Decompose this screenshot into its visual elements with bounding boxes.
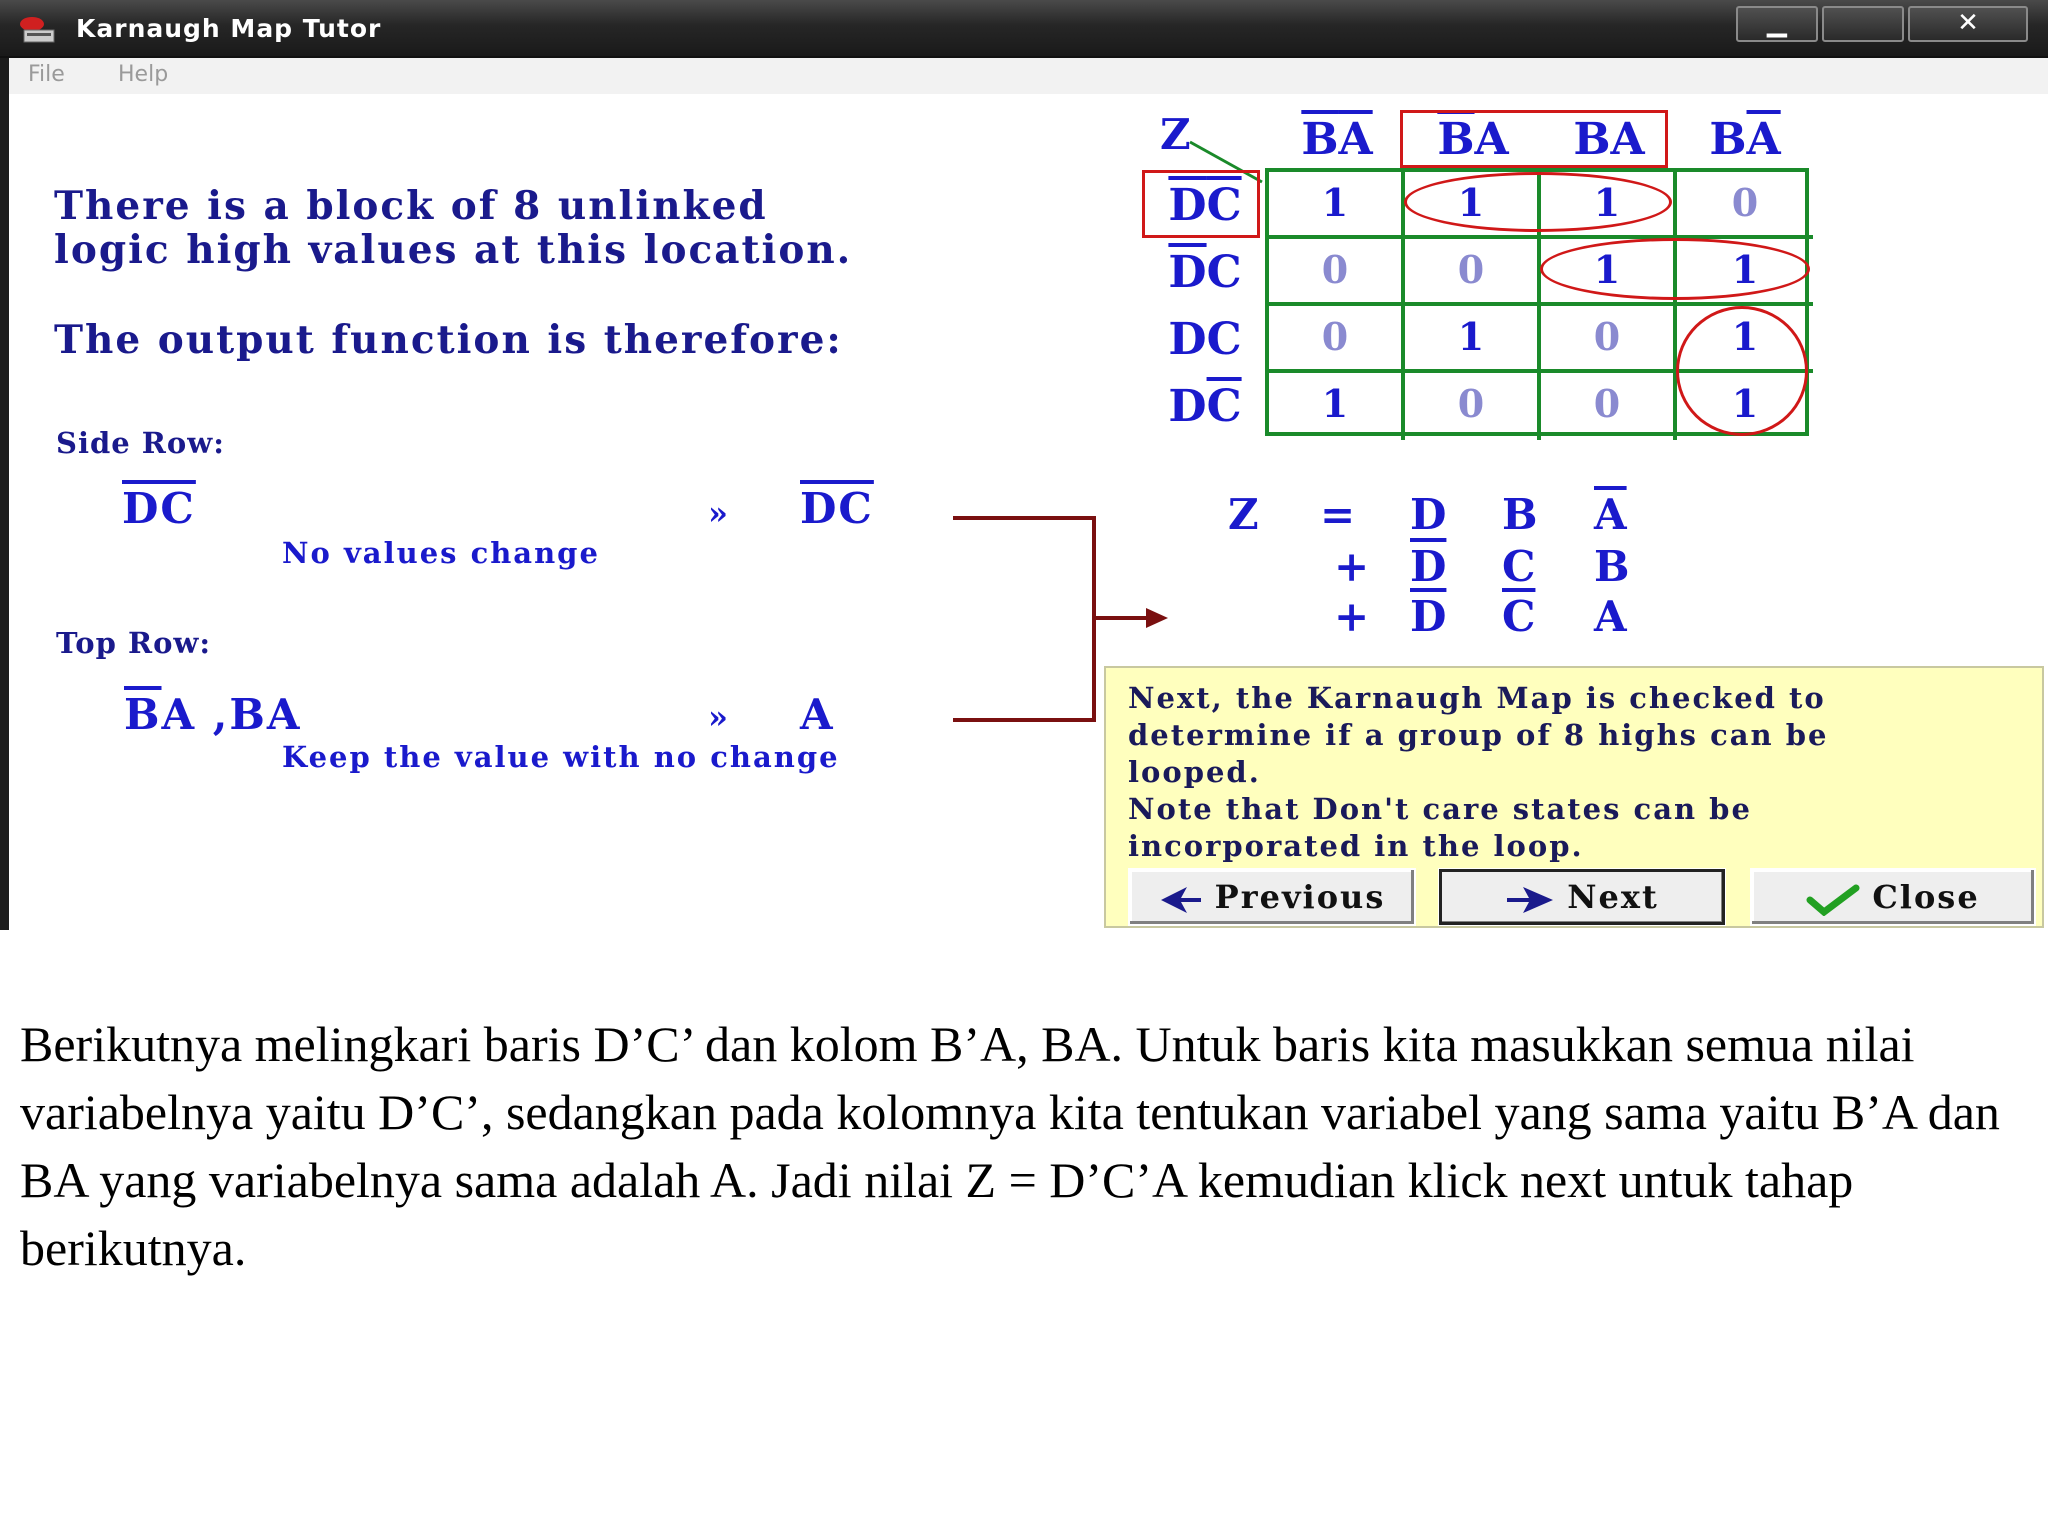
top-row-note: Keep the value with no change: [282, 740, 840, 774]
eq-term1-v1: D: [1410, 490, 1447, 539]
block-message: There is a block of 8 unlinked logic high values at this location.: [54, 183, 853, 273]
app-icon: [18, 14, 58, 46]
kmap-cell: 1: [1405, 306, 1541, 373]
kmap-cell: 1: [1541, 239, 1677, 306]
kmap-output-label: Z: [1160, 110, 1191, 159]
kmap-cell: 0: [1541, 373, 1677, 440]
row-highlight-box: [1142, 170, 1260, 238]
eq-term3-v1: $\overline{D}$: [1410, 592, 1447, 641]
close-label: Close: [1872, 878, 1980, 916]
kmap-cell: 0: [1541, 306, 1677, 373]
col1-b: $\overline{B}$: [1301, 114, 1339, 165]
top-row-arrow: »: [708, 698, 728, 736]
top-row-term-1-b: $\overline{B}$: [124, 690, 162, 739]
window-title: Karnaugh Map Tutor: [76, 14, 382, 43]
caption-text: Berikutnya melingkari baris D’C’ dan kolom B’A, BA. Untuk baris kita masukkan semua nilai variabelnya yaitu D’C’, sedangkan pada kolomnya kita tentukan variabel yang sama yaitu B’A dan BA yang variabelnya sama adalah A. Jadi nilai Z = D’C’A kemudian klick next untuk tahap berikutnya.: [20, 1016, 2000, 1276]
side-row-note: No values change: [282, 536, 600, 570]
close-icon: ✕: [1957, 8, 1979, 38]
eq-term2-v2: C: [1502, 542, 1536, 591]
eq-equals: =: [1320, 490, 1356, 539]
kmap-row-header-4: $D\overline{C}$: [1168, 381, 1242, 432]
previous-button[interactable]: [1128, 868, 1416, 926]
top-row-term-2: BA: [229, 690, 302, 739]
kmap-cell: 1: [1269, 172, 1405, 239]
col4-a: $\overline{A}$: [1746, 114, 1781, 165]
eq-term1-v3: $\overline{A}$: [1594, 490, 1627, 539]
side-row-from: $\overline{DC}$: [122, 484, 196, 533]
kmap-row-header-3: DC: [1168, 314, 1242, 365]
kmap-cell: 1: [1731, 381, 1759, 426]
checkmark-icon: [1806, 884, 1860, 916]
side-row-arrow: »: [708, 494, 728, 532]
kmap-cell: 0: [1677, 172, 1813, 239]
loop-col4: [1676, 306, 1808, 436]
kmap-cell: 1: [1269, 373, 1405, 440]
close-window-button[interactable]: [1908, 6, 2028, 42]
kmap-cell: 0: [1405, 239, 1541, 306]
top-row-result: A: [800, 690, 835, 739]
eq-term3-v2: $\overline{C}$: [1502, 592, 1536, 641]
eq-term3-v3: A: [1594, 592, 1627, 641]
minimize-icon: ▁: [1767, 8, 1787, 38]
hint-panel: [1104, 666, 2044, 928]
arrow-right-icon: [1505, 885, 1555, 915]
loop-row1: [1404, 172, 1672, 232]
row1-c: $\overline{C}$: [1206, 180, 1242, 231]
loop-row2: [1540, 238, 1810, 300]
kmap-cell: 0: [1269, 306, 1405, 373]
window-frame-left: [0, 58, 9, 930]
close-button[interactable]: [1750, 868, 2036, 926]
hint-text: Next, the Karnaugh Map is checked to determine if a group of 8 highs can be looped. Note that Don't care states can be incorporated in the loop.: [1128, 681, 1829, 863]
kmap-cell: 1: [1541, 172, 1677, 239]
menu-file[interactable]: File: [28, 62, 65, 87]
eq-plus-2: +: [1334, 592, 1370, 641]
kmap-cell: 0: [1269, 239, 1405, 306]
kmap-cell: 1: [1677, 239, 1813, 306]
maximize-button[interactable]: [1822, 6, 1904, 42]
kmap-col-header-3: BA: [1573, 114, 1645, 165]
row4-c: $\overline{C}$: [1206, 381, 1242, 432]
eq-plus-1: +: [1334, 542, 1370, 591]
eq-term2-v3: B: [1594, 542, 1630, 591]
eq-output: Z: [1228, 490, 1259, 539]
row2-d: $\overline{D}$: [1168, 247, 1207, 298]
kmap-col-header-4: $B\overline{A}$: [1709, 114, 1781, 165]
karnaugh-map: [1150, 110, 1810, 440]
top-row-term-1: $\overline{B}A$: [124, 690, 197, 739]
col1-a: $\overline{A}$: [1338, 114, 1373, 165]
arrow-left-icon: [1159, 885, 1203, 915]
output-intro: The output function is therefore:: [54, 317, 843, 363]
next-button[interactable]: [1438, 868, 1726, 926]
side-row-label: Side Row:: [56, 426, 225, 460]
eq-term1-v2: B: [1502, 490, 1538, 539]
menu-bar: [0, 58, 2048, 94]
col2-b: $\overline{B}$: [1437, 114, 1475, 165]
previous-label: Previous: [1214, 878, 1386, 916]
title-bar[interactable]: [0, 0, 2048, 58]
kmap-row-header-2: $\overline{D}C$: [1168, 247, 1242, 298]
kmap-cell: 1: [1677, 306, 1813, 373]
top-row-label: Top Row:: [56, 626, 212, 660]
top-row-separator: ,: [196, 690, 230, 739]
side-row-result: $\overline{DC}$: [800, 484, 874, 533]
kmap-col-header-1: [1270, 114, 1404, 165]
row1-d: $\overline{D}$: [1168, 180, 1207, 231]
next-label: Next: [1567, 878, 1659, 916]
top-row-from: [124, 690, 301, 739]
kmap-col-header-2: $\overline{B}A$: [1437, 114, 1509, 165]
eq-term2-v1: $\overline{D}$: [1410, 542, 1447, 591]
menu-help[interactable]: Help: [118, 62, 169, 87]
kmap-cell: 1: [1405, 172, 1541, 239]
kmap-cell: 0: [1405, 373, 1541, 440]
minimize-button[interactable]: [1736, 6, 1818, 42]
column-highlight-box: [1400, 110, 1668, 168]
